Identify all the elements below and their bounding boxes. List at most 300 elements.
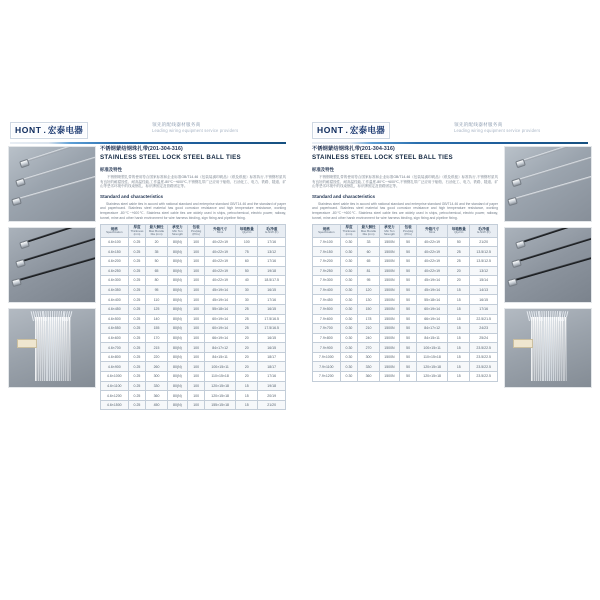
column-header-en: Pcs/pkg (PCs) (190, 228, 202, 237)
table-cell-4: 50 (400, 266, 417, 276)
table-cell-0: 4.6×800 (101, 352, 129, 362)
product-title-cn: 不锈钢蒙结钢珠扎带(201-304-316) (312, 146, 395, 152)
bundle-strand (66, 317, 67, 381)
paragraph-cn: 不锈钢喷塑扎带的使用符合国家标准和企业标准GB/T14.46《包装装潢印刷品》《纸及纸板》标准执行,不锈钢材质具有良好的耐腐蚀性、耐高温性能,工作温度-80℃~+600℃,不锈钢扎带广泛应用于船舶、石油化工、电力、铁路、隧道、矿山等恶劣环境中的线束捆扎、标识牌固定及管路固定等。 (100, 175, 286, 189)
table-cell-6: 20 (236, 372, 258, 382)
table-cell-6: 15 (236, 391, 258, 401)
table-row (313, 372, 498, 382)
column-header-7 (470, 225, 498, 238)
column-header-6 (448, 225, 470, 238)
table-cell-1: 0.25 (128, 391, 146, 401)
photo-column (8, 146, 94, 393)
column-header-cn: 包装 (404, 225, 412, 230)
brand-tagline (454, 121, 586, 134)
bundle-strand (58, 317, 59, 381)
table-row (313, 352, 498, 362)
table-cell-0: 7.9×450 (313, 295, 341, 305)
tie-head (515, 158, 526, 167)
table-cell-3: 1500N (379, 295, 399, 305)
table-cell-2: 80 (146, 276, 167, 286)
table-cell-7: 13/12 (470, 266, 498, 276)
section-heading-en: Standard and characteristics (312, 193, 376, 199)
table-cell-5: 60×19×14 (205, 314, 236, 324)
table-cell-7: 19/18 (258, 266, 286, 276)
bundle-strand (52, 317, 53, 381)
table-cell-5: 155×15×18 (205, 400, 236, 410)
table-cell-6: 15 (236, 400, 258, 410)
table-row (101, 381, 286, 391)
column-header-en: Min Ten Strength (171, 228, 183, 237)
photo-ties-bundle-pack (8, 308, 96, 388)
table-cell-7: 17.5/16.5 (258, 314, 286, 324)
table-cell-5: 84×17×12 (205, 343, 236, 353)
tagline-cn: 领先的配线器材服务商 (152, 122, 201, 127)
brand-logo-cn: 宏泰电器 (349, 125, 386, 135)
section-heading-en: Standard and characteristics (100, 193, 164, 199)
table-cell-5: 45×19×14 (205, 285, 236, 295)
table-cell-4: 50 (400, 276, 417, 286)
table-row (101, 324, 286, 334)
table-cell-6: 25 (448, 247, 470, 257)
table-cell-6: 15 (448, 304, 470, 314)
table-row (101, 352, 286, 362)
table-cell-0: 7.9×200 (313, 256, 341, 266)
table-cell-5: 84×15×11 (417, 333, 448, 343)
column-header-cn: 规格 (110, 226, 118, 231)
bundle-strand (546, 317, 547, 381)
bundle-strand (37, 317, 38, 381)
table-header-row (313, 225, 498, 238)
table-cell-2: 60 (358, 247, 379, 257)
table-cell-1: 0.30 (340, 362, 358, 372)
table-cell-0: 4.6×100 (101, 237, 129, 247)
table-cell-4: 100 (188, 324, 205, 334)
table-cell-7: 18/17 (258, 362, 286, 372)
table-cell-7: 20/19 (258, 391, 286, 401)
table-row (313, 314, 498, 324)
bundle-strand (54, 317, 55, 381)
table-cell-2: 300 (358, 352, 379, 362)
column-header-5 (417, 225, 448, 238)
table-body (101, 237, 286, 410)
bundle-label (513, 339, 533, 348)
product-title-en: STAINLESS STEEL LOCK STEEL BALL TIES (312, 154, 453, 161)
table-cell-3: 1500N (379, 285, 399, 295)
table-cell-4: 100 (188, 333, 205, 343)
table-cell-1: 0.30 (340, 256, 358, 266)
table-cell-6: 20 (236, 362, 258, 372)
table-cell-2: 50 (146, 256, 167, 266)
bundle-strand (552, 317, 553, 381)
table-cell-4: 100 (188, 372, 205, 382)
table-header (101, 225, 286, 238)
table-cell-4: 50 (400, 285, 417, 295)
table-cell-4: 50 (400, 237, 417, 247)
table-cell-6: 15 (448, 352, 470, 362)
tie-head (15, 177, 26, 186)
table-cell-1: 0.30 (340, 352, 358, 362)
table-cell-4: 50 (400, 372, 417, 382)
table-cell-2: 65 (358, 256, 379, 266)
brand-tagline (152, 121, 284, 134)
bundle-label (17, 339, 37, 348)
column-header-en: Mms (216, 230, 224, 235)
table-cell-2: 260 (146, 362, 167, 372)
table-row (101, 372, 286, 382)
table-cell-5: 45×19×14 (417, 285, 448, 295)
tie-head (515, 239, 526, 248)
table-cell-3: 1500N (379, 237, 399, 247)
table-cell-2: 65 (146, 266, 167, 276)
table-cell-6: 15 (448, 343, 470, 353)
table-cell-7: 17/16 (258, 295, 286, 305)
table-cell-3: 80(N) (167, 333, 187, 343)
table-cell-2: 95 (146, 285, 167, 295)
table-cell-7: 16/15 (258, 333, 286, 343)
tie-bundle (35, 317, 71, 381)
table-cell-0: 4.6×550 (101, 324, 129, 334)
tie-head (19, 158, 30, 167)
table-cell-1: 0.30 (340, 343, 358, 353)
table-row (313, 266, 498, 276)
table-cell-2: 81 (358, 266, 379, 276)
table-cell-3: 80(N) (167, 372, 187, 382)
table-cell-2: 215 (146, 343, 167, 353)
tie-head (507, 277, 518, 286)
column-header-cn: 承受力 (172, 225, 183, 230)
column-header-2 (146, 225, 167, 238)
table-cell-1: 0.25 (128, 372, 146, 382)
table-cell-6: 75 (236, 247, 258, 257)
table-row (101, 285, 286, 295)
table-cell-7: 15/14 (470, 276, 498, 286)
product-title-cn: 不锈钢蒙结钢珠扎带(201-304-316) (100, 146, 183, 152)
column-header-en: Specification (106, 230, 123, 235)
table-cell-7: 13.5/12.5 (470, 247, 498, 257)
table-cell-6: 20 (448, 266, 470, 276)
table-cell-2: 330 (358, 362, 379, 372)
table-cell-6: 25 (236, 304, 258, 314)
table-cell-6: 25 (448, 256, 470, 266)
table-cell-5: 110×15×18 (417, 352, 448, 362)
page-header (4, 110, 292, 144)
tie-head (507, 196, 518, 205)
bundle-strand (556, 317, 557, 381)
table-cell-2: 33 (358, 237, 379, 247)
table-cell-3: 1500N (379, 304, 399, 314)
column-header-en: Mms (428, 230, 436, 235)
table-cell-5: 40×22×19 (205, 266, 236, 276)
table-cell-5: 66×19×14 (205, 333, 236, 343)
table-cell-4: 50 (400, 362, 417, 372)
table-cell-6: 25 (236, 324, 258, 334)
brand-logo-latin: HONT (317, 125, 344, 135)
table-cell-2: 140 (146, 314, 167, 324)
column-header-4 (188, 225, 205, 238)
table-cell-2: 155 (146, 324, 167, 334)
spec-table (100, 224, 286, 410)
table-cell-5: 40×22×19 (417, 266, 448, 276)
table-cell-5: 60×19×14 (205, 324, 236, 334)
bundle-strand (562, 317, 563, 381)
column-header-cn: 规格 (322, 226, 330, 231)
header-divider (10, 142, 286, 144)
tagline-cn: 领先的配线器材服务商 (454, 122, 503, 127)
brand-logo (312, 122, 390, 139)
table-cell-7: 23.5/22.5 (470, 372, 498, 382)
table-cell-0: 7.9×100 (313, 237, 341, 247)
table-cell-7: 17/16 (258, 256, 286, 266)
table-cell-0: 7.9×300 (313, 276, 341, 286)
table-cell-3: 80(N) (167, 276, 187, 286)
table-cell-7: 21/20 (258, 400, 286, 410)
photo-steel-ball-ties-black (8, 227, 96, 303)
column-header-en: Max Bundle Dia (mm) (360, 228, 377, 237)
table-cell-5: 40×22×19 (205, 237, 236, 247)
table-cell-1: 0.25 (128, 247, 146, 257)
table-row (101, 237, 286, 247)
table-cell-0: 4.6×400 (101, 295, 129, 305)
photo-column (504, 146, 590, 393)
table-body (313, 237, 498, 381)
column-header-en: G-N/W (K) (476, 230, 491, 235)
column-header-0 (101, 225, 129, 238)
table-cell-6: 100 (236, 237, 258, 247)
table-row (313, 256, 498, 266)
column-header-1 (128, 225, 146, 238)
table-cell-1: 0.25 (128, 343, 146, 353)
table-cell-2: 110 (146, 295, 167, 305)
column-header-en: Qty/ctn (454, 230, 464, 235)
section-heading-cn: 标准及特性 (312, 167, 334, 172)
table-cell-0: 7.9×1200 (313, 372, 341, 382)
column-header-cn: 毛/净重 (265, 226, 278, 231)
table-cell-5: 40×22×19 (205, 276, 236, 286)
table-cell-5: 55×18×14 (417, 295, 448, 305)
column-header-cn: 毛/净重 (477, 226, 490, 231)
table-cell-1: 0.25 (128, 237, 146, 247)
table-cell-7: 16/15 (258, 304, 286, 314)
table-cell-1: 0.25 (128, 333, 146, 343)
table-header (313, 225, 498, 238)
bundle-strand (554, 317, 555, 381)
table-cell-2: 330 (146, 381, 167, 391)
table-cell-3: 80(N) (167, 304, 187, 314)
table-cell-4: 100 (188, 276, 205, 286)
table-cell-0: 4.6×500 (101, 314, 129, 324)
table-row (313, 324, 498, 334)
table-cell-5: 66×19×14 (417, 314, 448, 324)
table-row (101, 304, 286, 314)
table-cell-6: 15 (448, 285, 470, 295)
column-header-cn: 厚度 (345, 225, 353, 230)
table-cell-3: 80(N) (167, 381, 187, 391)
table-cell-7: 17/16 (470, 304, 498, 314)
table-cell-7: 13.5/12.5 (470, 256, 498, 266)
table-cell-1: 0.30 (340, 266, 358, 276)
table-cell-0: 4.6×700 (101, 343, 129, 353)
table-cell-4: 100 (188, 237, 205, 247)
table-cell-3: 80(N) (167, 266, 187, 276)
tie-bundle (531, 317, 567, 381)
table-cell-5: 45×19×14 (417, 276, 448, 286)
table-cell-0: 4.6×250 (101, 266, 129, 276)
table-cell-2: 125 (146, 304, 167, 314)
table-row (101, 276, 286, 286)
table-cell-7: 16/15 (258, 285, 286, 295)
table-cell-0: 7.9×400 (313, 285, 341, 295)
table-cell-5: 100×15×11 (205, 362, 236, 372)
table-row (101, 391, 286, 401)
table-cell-0: 4.6×350 (101, 285, 129, 295)
column-header-6 (236, 225, 258, 238)
table-cell-3: 80(N) (167, 285, 187, 295)
table-cell-0: 4.6×1100 (101, 381, 129, 391)
column-header-en: G-N/W (K) (264, 230, 279, 235)
table-cell-0: 4.6×200 (101, 256, 129, 266)
photo-steel-ball-ties-silver (8, 146, 96, 222)
table-row (313, 362, 498, 372)
table-cell-0: 7.9×1000 (313, 352, 341, 362)
table-row (101, 266, 286, 276)
tie-head (11, 196, 22, 205)
table-cell-2: 150 (358, 304, 379, 314)
table-cell-0: 7.9×600 (313, 314, 341, 324)
table-cell-1: 0.25 (128, 324, 146, 334)
table-cell-4: 100 (188, 314, 205, 324)
table-cell-2: 300 (146, 372, 167, 382)
table-cell-2: 270 (358, 343, 379, 353)
table-cell-5: 100×15×11 (417, 343, 448, 353)
table-cell-4: 50 (400, 352, 417, 362)
table-cell-3: 1500N (379, 333, 399, 343)
table-cell-5: 40×22×19 (205, 256, 236, 266)
table-cell-4: 100 (188, 343, 205, 353)
table-cell-1: 0.30 (340, 372, 358, 382)
bundle-strand (537, 317, 538, 381)
column-header-3 (379, 225, 399, 238)
table-cell-4: 100 (188, 391, 205, 401)
bundle-strand (539, 317, 540, 381)
column-header-7 (258, 225, 286, 238)
table-cell-0: 7.9×1100 (313, 362, 341, 372)
table-cell-6: 25 (236, 314, 258, 324)
table-cell-3: 1500N (379, 276, 399, 286)
table-cell-0: 4.6×600 (101, 333, 129, 343)
table-cell-3: 80(N) (167, 352, 187, 362)
column-header-cn: 最大捆径 (149, 225, 164, 230)
table-cell-1: 0.25 (128, 400, 146, 410)
table-cell-6: 15 (236, 381, 258, 391)
bundle-strand (41, 317, 42, 381)
table-row (313, 333, 498, 343)
page-body (306, 146, 594, 462)
text-column (100, 146, 286, 410)
bundle-strand (43, 317, 44, 381)
table-cell-5: 40×22×19 (417, 247, 448, 257)
table-cell-7: 18.5/17.5 (258, 276, 286, 286)
tie-head (19, 239, 30, 248)
paragraph-cn: 不锈钢喷塑扎带的使用符合国家标准和企业标准GB/T14.46《包装装潢印刷品》《纸及纸板》标准执行,不锈钢材质具有良好的耐腐蚀性、耐高温性能,工作温度-80℃~+600℃,不锈钢扎带广泛应用于船舶、石油化工、电力、铁路、隧道、矿山等恶劣环境中的线束捆扎、标识牌固定及管路固定等。 (312, 175, 498, 189)
section-heading-cn: 标准及特性 (100, 167, 122, 172)
table-cell-2: 360 (358, 372, 379, 382)
table-cell-3: 1500N (379, 362, 399, 372)
table-cell-6: 15 (448, 333, 470, 343)
photo-steel-ball-ties-black (504, 227, 592, 303)
table-cell-1: 0.25 (128, 266, 146, 276)
table-cell-3: 80(N) (167, 247, 187, 257)
table-cell-3: 80(N) (167, 256, 187, 266)
bundle-strand (558, 317, 559, 381)
table-cell-4: 100 (188, 381, 205, 391)
table-cell-0: 4.6×1000 (101, 372, 129, 382)
tie-head (511, 258, 522, 267)
table-cell-7: 24/23 (470, 324, 498, 334)
table-cell-0: 4.6×1500 (101, 400, 129, 410)
bundle-strand (64, 317, 65, 381)
table-row (313, 304, 498, 314)
table-cell-4: 50 (400, 324, 417, 334)
table-cell-4: 100 (188, 285, 205, 295)
table-cell-1: 0.25 (128, 352, 146, 362)
table-row (313, 343, 498, 353)
table-cell-0: 4.6×300 (101, 276, 129, 286)
table-cell-4: 50 (400, 295, 417, 305)
table-cell-7: 22.5/21.5 (470, 314, 498, 324)
column-header-cn: 每箱数量 (239, 226, 254, 231)
table-row (101, 256, 286, 266)
table-cell-4: 50 (400, 256, 417, 266)
table-cell-1: 0.25 (128, 295, 146, 305)
page-header (306, 110, 594, 144)
table-cell-7: 17/16 (258, 237, 286, 247)
table-cell-2: 220 (146, 352, 167, 362)
table-cell-0: 7.9×900 (313, 343, 341, 353)
bundle-strand (544, 317, 545, 381)
table-cell-6: 20 (448, 276, 470, 286)
bundle-strand (533, 317, 534, 381)
table-row (313, 237, 498, 247)
table-cell-6: 15 (448, 314, 470, 324)
table-cell-1: 0.30 (340, 324, 358, 334)
bundle-strand (62, 317, 63, 381)
table-cell-1: 0.30 (340, 247, 358, 257)
table-row (313, 247, 498, 257)
table-cell-7: 18/17 (258, 352, 286, 362)
table-cell-4: 50 (400, 343, 417, 353)
text-column (312, 146, 498, 382)
table-cell-3: 80(N) (167, 391, 187, 401)
column-header-cn: 外箱尺寸 (425, 226, 440, 231)
table-cell-6: 15 (448, 324, 470, 334)
bundle-strand (50, 317, 51, 381)
table-cell-2: 450 (146, 400, 167, 410)
table-cell-1: 0.25 (128, 256, 146, 266)
table-cell-3: 1500N (379, 352, 399, 362)
column-header-cn: 承受力 (384, 225, 395, 230)
table-cell-5: 120×15×18 (417, 362, 448, 372)
table-cell-5: 120×15×18 (417, 372, 448, 382)
table-cell-6: 20 (236, 343, 258, 353)
table-cell-4: 100 (188, 352, 205, 362)
table-cell-7: 23.5/22.5 (470, 352, 498, 362)
table-cell-1: 0.30 (340, 295, 358, 305)
table-cell-1: 0.25 (128, 276, 146, 286)
bundle-strand (60, 317, 61, 381)
table-cell-1: 0.30 (340, 333, 358, 343)
bundle-strand (560, 317, 561, 381)
column-header-0 (313, 225, 341, 238)
